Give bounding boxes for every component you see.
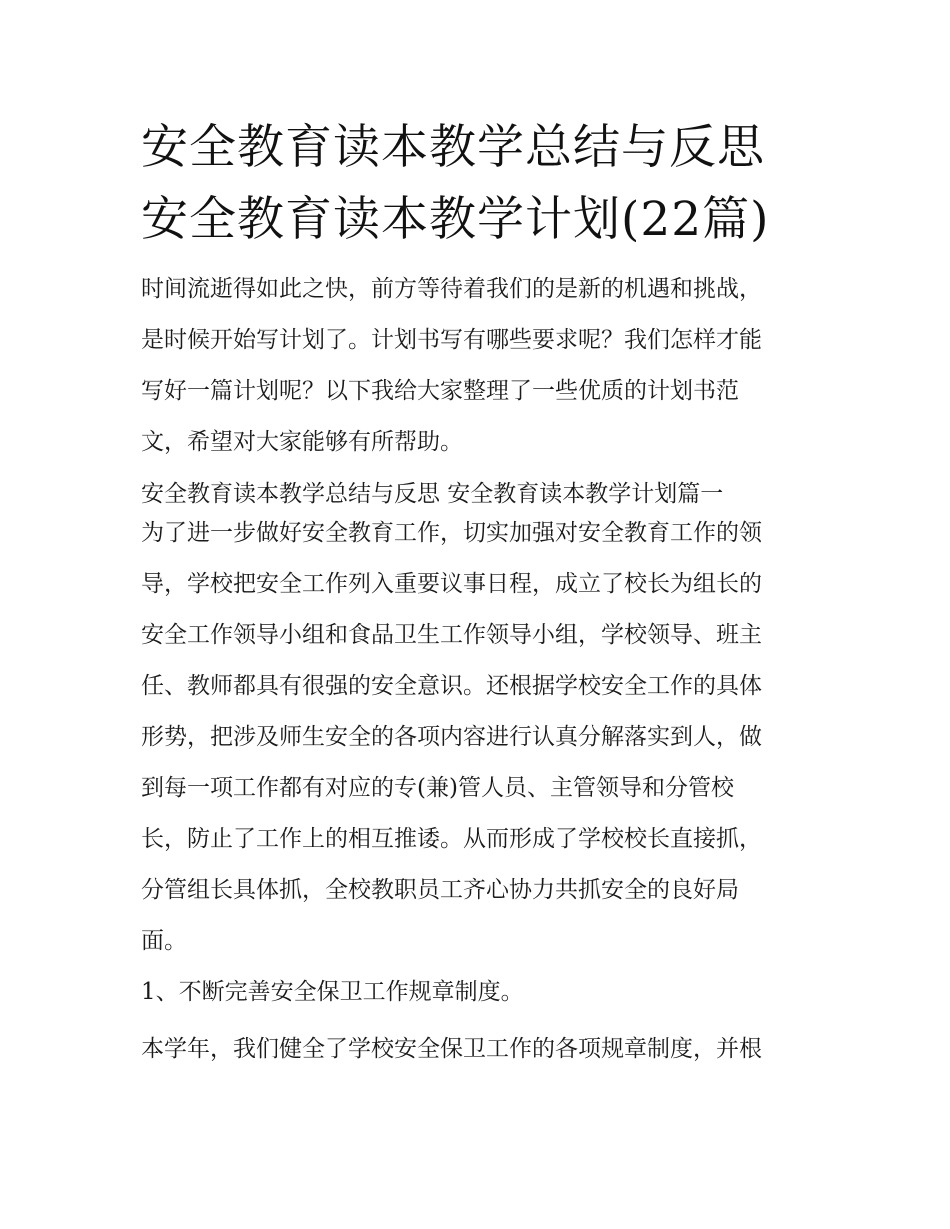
body-line: 面。: [141, 928, 187, 954]
body-line: 任、教师都具有很强的安全意识。还根据学校安全工作的具体: [141, 673, 762, 699]
last-paragraph: [141, 1024, 821, 1075]
intro-line: 是时候开始写计划了。计划书写有哪些要求呢？我们怎样才能: [141, 327, 762, 353]
intro-line: 文，希望对大家能够有所帮助。: [141, 429, 463, 455]
body-line: 分管组长具体抓，全校教职员工齐心协力共抓安全的良好局: [141, 877, 739, 903]
body-line: 本学年，我们健全了学校安全保卫工作的各项规章制度，并根: [141, 1036, 762, 1062]
document-title: [141, 112, 821, 256]
body-line: 形势，把涉及师生安全的各项内容进行认真分解落实到人，做: [141, 724, 762, 750]
document-content: [141, 112, 821, 1075]
section-heading: 安全教育读本教学总结与反思 安全教育读本教学计划篇一: [141, 481, 724, 507]
title-line-2: 安全教育读本教学计划(22篇): [141, 192, 770, 247]
body-line: 长，防止了工作上的相互推诿。从而形成了学校校长直接抓，: [141, 826, 762, 852]
item-heading: 1、不断完善安全保卫工作规章制度。: [141, 979, 524, 1005]
section-body-paragraph: [141, 508, 821, 967]
intro-line: 写好一篇计划呢？以下我给大家整理了一些优质的计划书范: [141, 378, 739, 404]
body-line: 为了进一步做好安全教育工作，切实加强对安全教育工作的领: [141, 520, 762, 546]
title-line-1: 安全教育读本教学总结与反思: [141, 120, 765, 175]
intro-paragraph: [141, 264, 821, 468]
body-line: 导，学校把安全工作列入重要议事日程，成立了校长为组长的: [141, 571, 762, 597]
body-line: 到每一项工作都有对应的专(兼)管人员、主管领导和分管校: [141, 775, 734, 801]
intro-line: 时间流逝得如此之快，前方等待着我们的是新的机遇和挑战，: [141, 276, 762, 302]
body-line: 安全工作领导小组和食品卫生工作领导小组，学校领导、班主: [141, 622, 762, 648]
